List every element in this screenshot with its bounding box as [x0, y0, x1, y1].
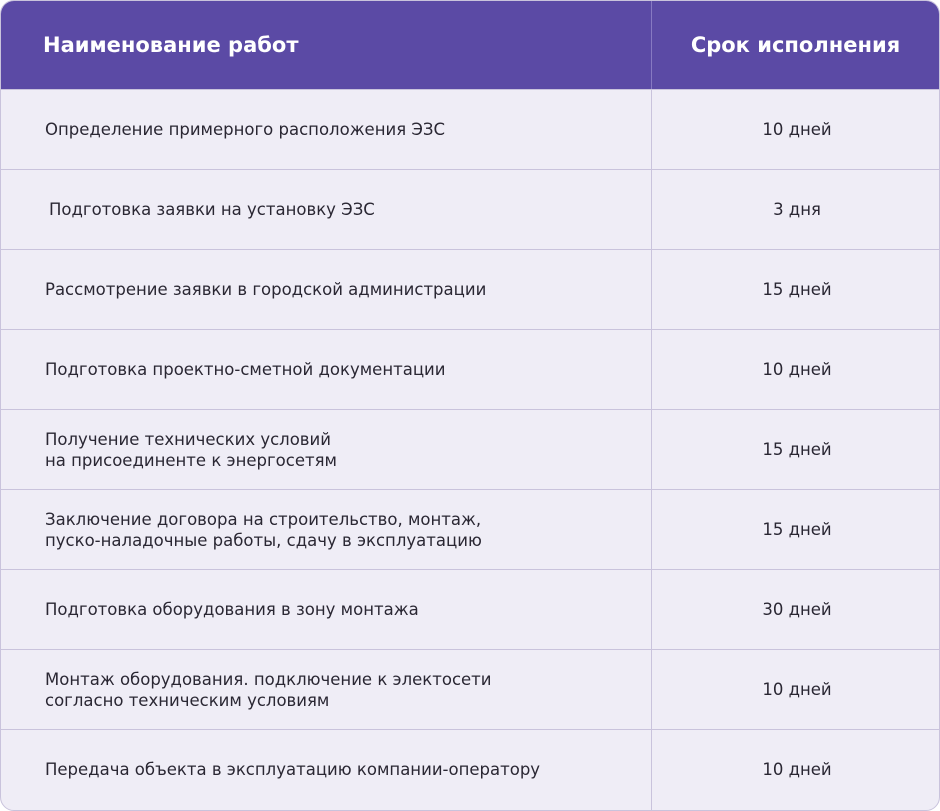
work-term: 3 дня	[773, 200, 821, 219]
work-term: 15 дней	[762, 520, 832, 539]
table-row	[1, 569, 939, 649]
work-term: 30 дней	[762, 600, 832, 619]
table-row	[1, 169, 939, 249]
table-row	[1, 329, 939, 409]
table-row	[1, 489, 939, 569]
work-term: 15 дней	[762, 440, 832, 459]
table-row	[1, 409, 939, 489]
header-deadline: Срок исполнения	[690, 33, 901, 57]
header-works-name: Наименование работ	[43, 33, 299, 57]
work-term: 10 дней	[762, 680, 832, 699]
table-header	[1, 1, 939, 89]
work-name: Монтаж оборудования. подключение к электосети согласно техническим условиям	[45, 669, 492, 710]
work-term: 10 дней	[762, 360, 832, 379]
work-name: Определение примерного расположения ЭЗС	[45, 120, 446, 139]
work-name: Подготовка проектно-сметной документации	[45, 360, 446, 379]
table-row	[1, 649, 939, 729]
work-name: Подготовка оборудования в зону монтажа	[45, 600, 419, 619]
table-row	[1, 249, 939, 329]
table-row	[1, 89, 939, 169]
work-term: 15 дней	[762, 280, 832, 299]
work-name: Получение технических условий на присоединенте к энергосетям	[45, 429, 337, 470]
work-name: Заключение договора на строительство, монтаж, пуско-наладочные работы, сдачу в эксплуатацию	[45, 509, 482, 550]
table-row	[1, 729, 939, 809]
work-term: 10 дней	[762, 120, 832, 139]
work-name: Передача объекта в эксплуатацию компании-оператору	[45, 760, 541, 779]
work-name: Подготовка заявки на установку ЭЗС	[49, 200, 375, 219]
work-term: 10 дней	[762, 760, 832, 779]
work-name: Рассмотрение заявки в городской администрации	[45, 280, 487, 299]
